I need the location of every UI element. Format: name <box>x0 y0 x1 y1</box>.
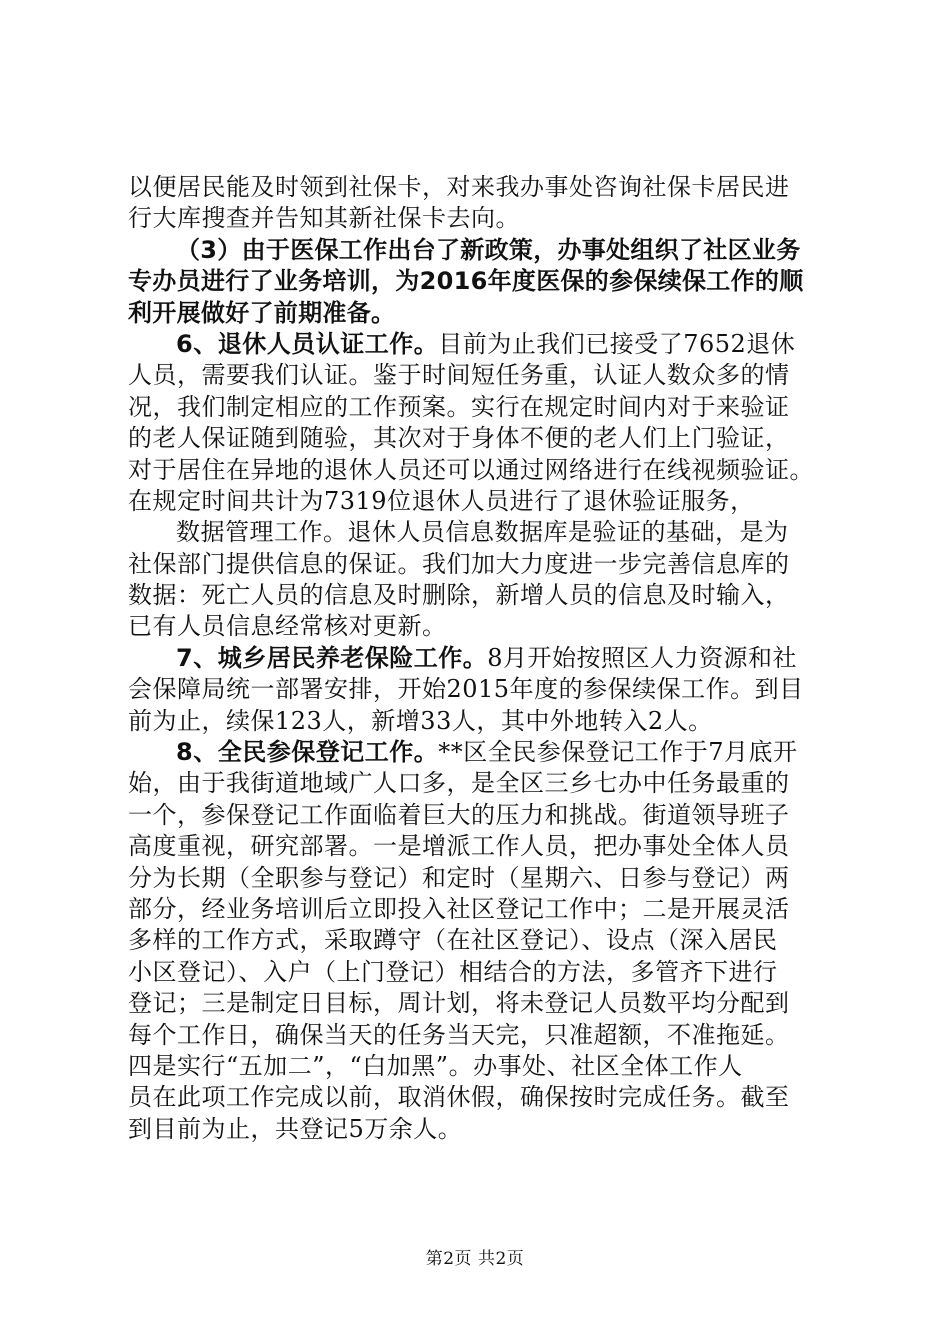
text-line: 登记；三是制定日目标，周计划，将未登记人员数平均分配到 <box>128 989 790 1018</box>
text-line: 分为长期（全职参与登记）和定时（星期六、日参与登记）两 <box>128 863 790 892</box>
text-line: 员在此项工作完成以前，取消休假，确保按时完成任务。截至 <box>128 1083 790 1112</box>
text-line: 以便居民能及时领到社保卡，对来我办事处咨询社保卡居民进 <box>128 173 790 201</box>
text-line: 的老人保证随到随验，其次对于身体不便的老人们上门验证， <box>128 424 790 453</box>
text-line: 数据：死亡人员的信息及时删除，新增人员的信息及时输入， <box>128 581 790 610</box>
text-line: 利开展做好了前期准备。 <box>128 298 396 327</box>
text-line: 人员，需要我们认证。鉴于时间短任务重，认证人数众多的情 <box>128 361 790 390</box>
text-run: 目前为止我们已接受了7652退休 <box>438 329 796 358</box>
text-run: 8月开始按照区人力资源和社 <box>487 643 797 672</box>
text-line: 对于居住在异地的退休人员还可以通过网络进行在线视频验证。 <box>128 455 814 484</box>
text-line: 高度重视，研究部署。一是增派工作人员，把办事处全体人员 <box>128 832 790 861</box>
text-line: 前为止，续保123人，新增33人，其中外地转入2人。 <box>128 706 713 735</box>
text-line: 况，我们制定相应的工作预案。实行在规定时间内对于来验证 <box>128 392 790 421</box>
text-line: 数据管理工作。退休人员信息数据库是验证的基础，是为 <box>176 518 789 547</box>
text-line: 行大库搜查并告知其新社保卡去向。 <box>128 204 520 233</box>
text-line: 部分，经业务培训后立即投入社区登记工作中；二是开展灵活 <box>128 894 790 923</box>
text-line: 四是实行“五加二”，“白加黑”。办事处、社区全体工作人 <box>128 1051 743 1080</box>
section-heading: 7、城乡居民养老保险工作。 <box>176 643 488 672</box>
text-line: （3）由于医保工作出台了新政策，办事处组织了社区业务 <box>176 235 801 264</box>
section-heading: 8、全民参保登记工作。 <box>176 738 439 767</box>
section-heading: 6、退休人员认证工作。 <box>176 329 439 358</box>
page-footer: 第2页 共2页 <box>425 1249 525 1269</box>
text-line: 始，由于我街道地域广人口多，是全区三乡七办中任务最重的 <box>128 769 790 798</box>
text-line: 社保部门提供信息的保证。我们加大力度进一步完善信息库的 <box>128 549 790 578</box>
text-line: 专办员进行了业务培训，为2016年度医保的参保续保工作的顺 <box>128 267 804 296</box>
text-line: 一个，参保登记工作面临着巨大的压力和挑战。街道领导班子 <box>128 800 790 829</box>
document-body <box>128 172 833 1145</box>
text-line: 在规定时间共计为7319位退休人员进行了退休验证服务， <box>128 486 755 515</box>
text-line: 多样的工作方式，采取蹲守（在社区登记）、设点（深入居民 <box>128 926 778 955</box>
text-line <box>128 643 833 674</box>
text-line: 每个工作日，确保当天的任务当天完，只准超额，不准拖延。 <box>128 1020 790 1049</box>
text-line: 已有人员信息经常核对更新。 <box>128 612 447 641</box>
text-line <box>128 737 833 768</box>
text-line: 小区登记）、入户（上门登记）相结合的方法，多管齐下进行 <box>128 957 778 986</box>
text-run: **区全民参保登记工作于7月底开 <box>438 738 798 767</box>
text-line <box>128 329 833 360</box>
text-line: 到目前为止，共登记5万余人。 <box>128 1114 463 1143</box>
text-line: 会保障局统一部署安排，开始2015年度的参保续保工作。到目 <box>128 675 804 704</box>
